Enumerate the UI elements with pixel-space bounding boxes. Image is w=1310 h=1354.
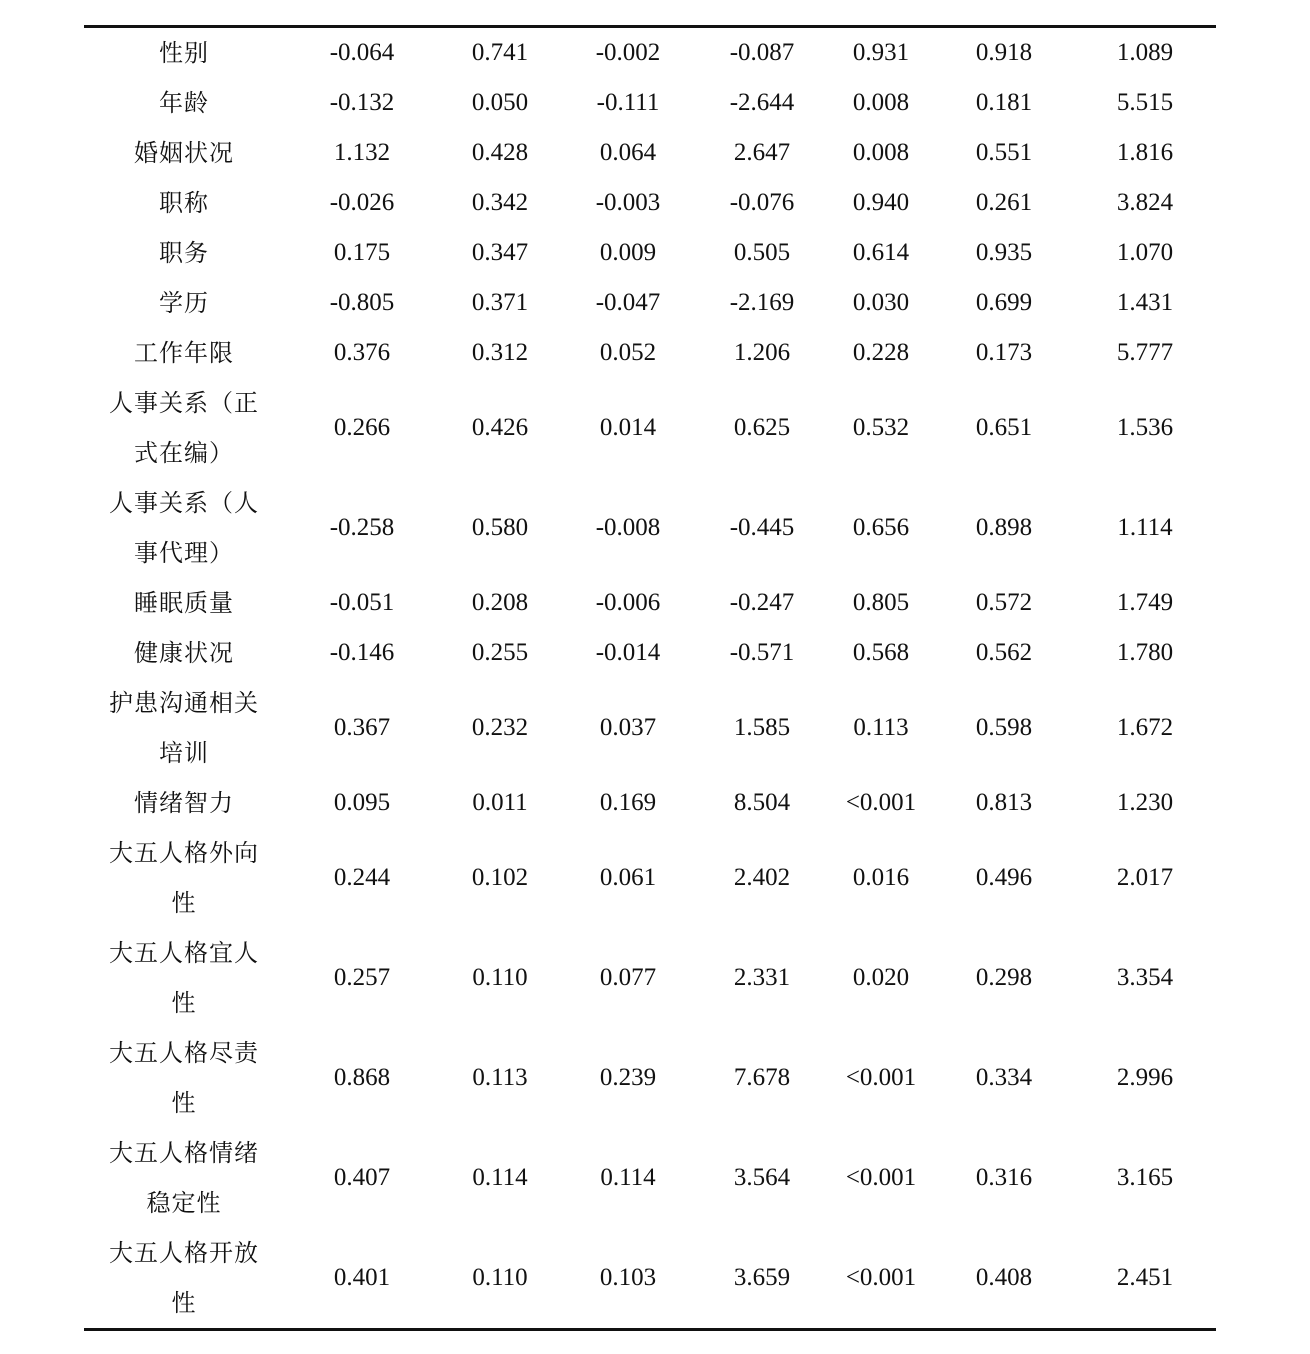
cell-value: -0.026	[329, 189, 395, 216]
cell-value: -0.047	[595, 289, 661, 316]
cell-value: 0.940	[852, 189, 910, 216]
cell-value: -0.146	[329, 639, 395, 666]
table-row	[84, 78, 1216, 128]
cell-value: 0.935	[975, 239, 1033, 266]
cell-value: 0.181	[975, 89, 1033, 116]
cell-value: -2.169	[729, 289, 795, 316]
row-label: 职务	[159, 239, 209, 267]
table-row	[84, 178, 1216, 228]
cell-value: 0.061	[599, 864, 657, 891]
cell-value: 0.371	[471, 289, 529, 316]
row-label: 大五人格尽责性	[109, 1039, 259, 1117]
cell-value: -0.003	[595, 189, 661, 216]
cell-value: 0.228	[852, 339, 910, 366]
cell-value: 2.647	[733, 139, 791, 166]
row-label: 睡眠质量	[134, 589, 234, 617]
cell-value: 3.824	[1116, 189, 1174, 216]
cell-value: 0.110	[472, 964, 528, 991]
cell-value: -0.087	[729, 39, 795, 66]
cell-value: -0.076	[729, 189, 795, 216]
cell-value: -0.002	[595, 39, 661, 66]
cell-value: 0.407	[333, 1164, 391, 1191]
cell-value: 0.625	[733, 414, 791, 441]
cell-value: 0.656	[852, 514, 910, 541]
cell-value: <0.001	[845, 789, 917, 816]
table-row	[84, 828, 1216, 928]
cell-value: 1.585	[733, 714, 791, 741]
cell-value: 0.102	[471, 864, 529, 891]
cell-value: -0.064	[329, 39, 395, 66]
row-label: 婚姻状况	[134, 139, 234, 167]
table-row	[84, 28, 1216, 78]
row-label: 性别	[159, 39, 209, 67]
cell-value: 0.113	[853, 714, 909, 741]
cell-value: 0.011	[472, 789, 528, 816]
cell-value: 0.261	[975, 189, 1033, 216]
cell-value: 0.169	[599, 789, 657, 816]
row-label: 年龄	[159, 89, 209, 117]
cell-value: -0.247	[729, 589, 795, 616]
row-label: 人事关系（人事代理）	[109, 489, 259, 567]
cell-value: -0.014	[595, 639, 661, 666]
cell-value: 0.110	[472, 1264, 528, 1291]
cell-value: 0.257	[333, 964, 391, 991]
cell-value: -0.008	[595, 514, 661, 541]
regression-table	[84, 25, 1216, 1331]
table-row	[84, 678, 1216, 778]
cell-value: 0.918	[975, 39, 1033, 66]
cell-value: 0.805	[852, 589, 910, 616]
cell-value: 1.816	[1116, 139, 1174, 166]
cell-value: 0.298	[975, 964, 1033, 991]
cell-value: 0.037	[599, 714, 657, 741]
cell-value: 0.266	[333, 414, 391, 441]
cell-value: 0.562	[975, 639, 1033, 666]
cell-value: 0.113	[472, 1064, 528, 1091]
cell-value: 0.898	[975, 514, 1033, 541]
cell-value: -0.051	[329, 589, 395, 616]
table-row	[84, 278, 1216, 328]
table-row	[84, 378, 1216, 478]
cell-value: 2.996	[1116, 1064, 1174, 1091]
cell-value: 1.114	[1117, 514, 1173, 541]
cell-value: 2.402	[733, 864, 791, 891]
cell-value: 0.030	[852, 289, 910, 316]
cell-value: 1.431	[1116, 289, 1174, 316]
cell-value: 0.232	[471, 714, 529, 741]
cell-value: 0.077	[599, 964, 657, 991]
cell-value: 0.741	[471, 39, 529, 66]
cell-value: -0.805	[329, 289, 395, 316]
cell-value: 1.672	[1116, 714, 1174, 741]
cell-value: 0.868	[333, 1064, 391, 1091]
cell-value: 0.401	[333, 1264, 391, 1291]
cell-value: 0.008	[852, 139, 910, 166]
cell-value: 0.342	[471, 189, 529, 216]
cell-value: 0.347	[471, 239, 529, 266]
cell-value: 0.175	[333, 239, 391, 266]
cell-value: 0.008	[852, 89, 910, 116]
table-row	[84, 228, 1216, 278]
cell-value: 7.678	[733, 1064, 791, 1091]
cell-value: 0.580	[471, 514, 529, 541]
cell-value: 1.070	[1116, 239, 1174, 266]
cell-value: 0.103	[599, 1264, 657, 1291]
row-label: 大五人格开放性	[109, 1239, 259, 1317]
cell-value: 0.208	[471, 589, 529, 616]
row-label: 大五人格情绪稳定性	[109, 1139, 259, 1217]
cell-value: 0.699	[975, 289, 1033, 316]
row-label: 大五人格外向性	[109, 839, 259, 917]
row-label: 大五人格宜人性	[109, 939, 259, 1017]
table-row	[84, 1128, 1216, 1228]
cell-value: 1.749	[1116, 589, 1174, 616]
cell-value: -0.132	[329, 89, 395, 116]
row-label: 工作年限	[134, 339, 234, 367]
cell-value: 0.428	[471, 139, 529, 166]
cell-value: 3.354	[1116, 964, 1174, 991]
cell-value: 0.050	[471, 89, 529, 116]
cell-value: 1.230	[1116, 789, 1174, 816]
cell-value: 0.598	[975, 714, 1033, 741]
table-row	[84, 578, 1216, 628]
cell-value: 0.572	[975, 589, 1033, 616]
cell-value: 0.551	[975, 139, 1033, 166]
cell-value: 5.777	[1116, 339, 1174, 366]
cell-value: 0.052	[599, 339, 657, 366]
cell-value: 1.780	[1116, 639, 1174, 666]
cell-value: 0.568	[852, 639, 910, 666]
cell-value: 0.009	[599, 239, 657, 266]
cell-value: 0.408	[975, 1264, 1033, 1291]
cell-value: <0.001	[845, 1264, 917, 1291]
row-label: 健康状况	[134, 639, 234, 667]
cell-value: 1.536	[1116, 414, 1174, 441]
cell-value: 1.206	[733, 339, 791, 366]
row-label: 情绪智力	[134, 789, 234, 817]
cell-value: 0.334	[975, 1064, 1033, 1091]
cell-value: 0.426	[471, 414, 529, 441]
cell-value: 0.014	[599, 414, 657, 441]
cell-value: 3.564	[733, 1164, 791, 1191]
cell-value: 0.813	[975, 789, 1033, 816]
cell-value: 2.451	[1116, 1264, 1174, 1291]
table-row	[84, 628, 1216, 678]
cell-value: -0.571	[729, 639, 795, 666]
cell-value: -0.445	[729, 514, 795, 541]
table-row	[84, 328, 1216, 378]
cell-value: 0.376	[333, 339, 391, 366]
cell-value: 2.331	[733, 964, 791, 991]
cell-value: -0.258	[329, 514, 395, 541]
cell-value: -0.006	[595, 589, 661, 616]
cell-value: <0.001	[845, 1064, 917, 1091]
cell-value: 0.020	[852, 964, 910, 991]
row-label: 学历	[159, 289, 209, 317]
cell-value: 2.017	[1116, 864, 1174, 891]
cell-value: 0.244	[333, 864, 391, 891]
cell-value: 0.095	[333, 789, 391, 816]
cell-value: 0.239	[599, 1064, 657, 1091]
table-row	[84, 778, 1216, 828]
table-row	[84, 928, 1216, 1028]
cell-value: 0.114	[600, 1164, 656, 1191]
cell-value: 8.504	[733, 789, 791, 816]
cell-value: 0.173	[975, 339, 1033, 366]
coefficient-table	[84, 28, 1216, 1328]
cell-value: <0.001	[845, 1164, 917, 1191]
cell-value: 0.316	[975, 1164, 1033, 1191]
row-label: 职称	[159, 189, 209, 217]
cell-value: -0.111	[596, 89, 660, 116]
table-row	[84, 1228, 1216, 1328]
cell-value: 0.312	[471, 339, 529, 366]
table-row	[84, 1028, 1216, 1128]
cell-value: 0.114	[472, 1164, 528, 1191]
cell-value: -2.644	[729, 89, 795, 116]
cell-value: 0.505	[733, 239, 791, 266]
table-bottom-rule	[84, 1328, 1216, 1331]
table-body	[84, 28, 1216, 1328]
cell-value: 1.089	[1116, 39, 1174, 66]
cell-value: 0.532	[852, 414, 910, 441]
cell-value: 3.165	[1116, 1164, 1174, 1191]
cell-value: 0.651	[975, 414, 1033, 441]
cell-value: 0.614	[852, 239, 910, 266]
row-label: 护患沟通相关培训	[109, 689, 259, 767]
cell-value: 0.016	[852, 864, 910, 891]
row-label: 人事关系（正式在编）	[109, 389, 259, 467]
cell-value: 0.367	[333, 714, 391, 741]
table-row	[84, 478, 1216, 578]
cell-value: 0.255	[471, 639, 529, 666]
cell-value: 0.064	[599, 139, 657, 166]
cell-value: 0.496	[975, 864, 1033, 891]
cell-value: 3.659	[733, 1264, 791, 1291]
cell-value: 0.931	[852, 39, 910, 66]
table-row	[84, 128, 1216, 178]
cell-value: 5.515	[1116, 89, 1174, 116]
cell-value: 1.132	[333, 139, 391, 166]
